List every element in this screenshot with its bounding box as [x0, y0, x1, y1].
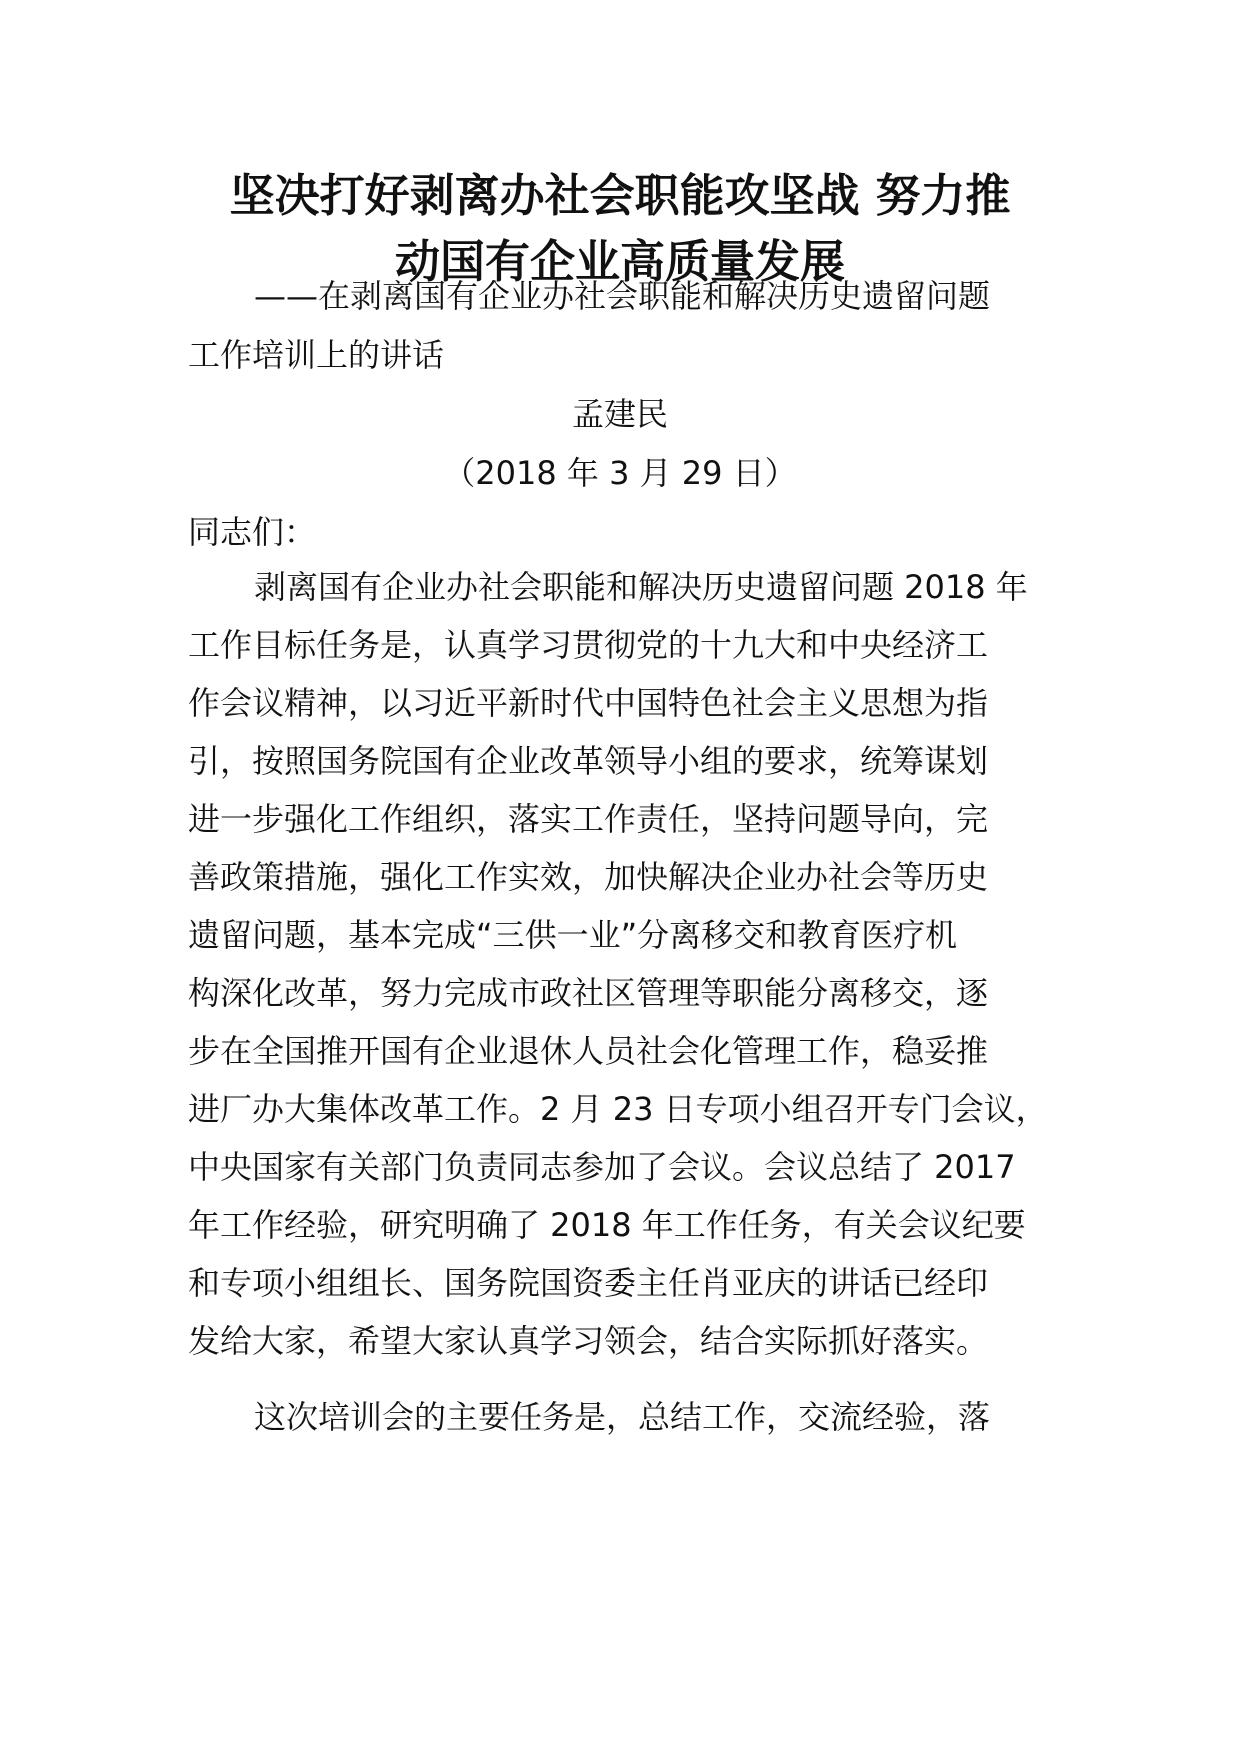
paragraph-1-line: 步在全国推开国有企业退休人员社会化管理工作，稳妥推 [188, 1032, 989, 1070]
title-line-2: 动国有企业高质量发展 [394, 235, 845, 288]
salutation: 同志们： [188, 513, 317, 551]
paragraph-1-line: 剥离国有企业办社会职能和解决历史遗留问题 2018 年 [254, 568, 1028, 606]
paragraph-1-line: 引，按照国务院国有企业改革领导小组的要求，统筹谋划 [188, 742, 989, 780]
subtitle-line-1: ——在剥离国有企业办社会职能和解决历史遗留问题 [254, 277, 991, 315]
paragraph-2-line: 这次培训会的主要任务是，总结工作，交流经验，落 [254, 1398, 991, 1436]
paragraph-1-line: 中央国家有关部门负责同志参加了会议。会议总结了 2017 [188, 1148, 1016, 1186]
paragraph-1-line: 进厂办大集体改革工作。2 月 23 日专项小组召开专门会议， [188, 1090, 1048, 1128]
title-line-1: 坚决打好剥离办社会职能攻坚战 努力推 [229, 169, 1011, 222]
paragraph-1-line: 年工作经验，研究明确了 2018 年工作任务，有关会议纪要 [188, 1206, 1026, 1244]
paragraph-1-line: 善政策措施，强化工作实效，加快解决企业办社会等历史 [188, 858, 989, 896]
paragraph-1-line: 和专项小组组长、国务院国资委主任肖亚庆的讲话已经印 [188, 1264, 989, 1302]
paragraph-1-line: 构深化改革，努力完成市政社区管理等职能分离移交，逐 [188, 974, 989, 1012]
paragraph-1-line: 发给大家，希望大家认真学习领会，结合实际抓好落实。 [188, 1322, 989, 1360]
subtitle-line-2: 工作培训上的讲话 [188, 336, 445, 374]
author: 孟建民 [571, 395, 668, 433]
paragraph-1-line: 工作目标任务是，认真学习贯彻党的十九大和中央经济工 [188, 626, 989, 664]
paragraph-1-line: 进一步强化工作组织，落实工作责任，坚持问题导向，完 [188, 800, 989, 838]
paragraph-1-line: 作会议精神，以习近平新时代中国特色社会主义思想为指 [188, 684, 989, 722]
speech-date: （2018 年 3 月 29 日） [443, 454, 797, 492]
paragraph-1-line: 遗留问题，基本完成“三供一业”分离移交和教育医疗机 [188, 916, 958, 954]
